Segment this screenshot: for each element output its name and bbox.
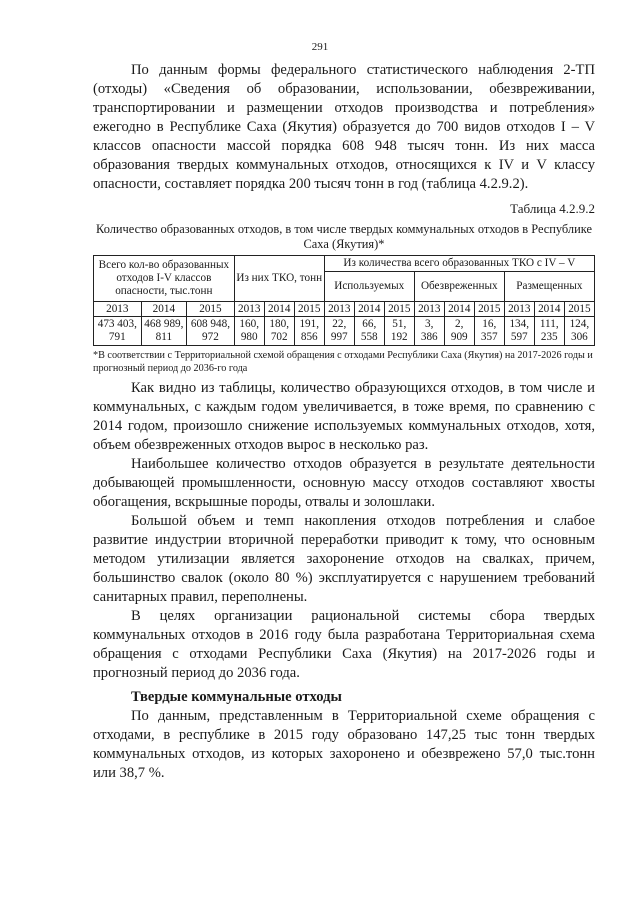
year-cell: 2013 [94,302,142,317]
paragraph-msw-2015: По данным, представленным в Территориальной схеме обращения с отходами, в республике в 2015 году образовано 147,25 тыс тонн твердых коммунальных отходов, из которых захоронено и обезврежено 57,0 тыс.тонн или 38,7 %. [93,708,595,781]
header-neutralized: Обезвреженных [414,272,504,302]
year-cell: 2015 [384,302,414,317]
value-cell: 134, 597 [504,317,534,346]
paragraph-industry: Наибольшее количество отходов образуется в результате деятельности добывающей промышленности, основную массу отходов составляют хвосты обогащения, вскрышные породы, отвалы и золошлаки. [93,456,595,510]
value-cell: 468 989, 811 [141,317,187,346]
year-cell: 2014 [141,302,187,317]
header-placed: Размещенных [504,272,594,302]
header-total: Всего кол-во образованных отходов I-V классов опасности, тыс.тонн [94,256,235,302]
paragraph-scheme: В целях организации рациональной системы сбора твердых коммунальных отходов в 2016 году была разработана Территориальная схема обращения с отходами Республики Саха (Якутия) на 2017-2026 годы и прогнозный период до 2036 года. [93,608,595,681]
year-cell: 2013 [414,302,444,317]
year-cell: 2014 [354,302,384,317]
header-from-tko: Из количества всего образованных ТКО с IV – V [324,256,594,272]
page-number: 291 [311,41,329,53]
value-cell: 66, 558 [354,317,384,346]
table-caption: Количество образованных отходов, в том числе твердых коммунальных отходов в Республике Саха (Якутия)* [96,222,592,251]
year-cell: 2013 [324,302,354,317]
paragraph-trend: Как видно из таблицы, количество образующихся отходов, в том числе и коммунальных, с каждым годом увеличивается, в тоже время, по сравнению с 2014 годом, произошло снижение используемых коммунальных отходов, хотя, объем обезвреженных отходов вырос в несколько раз. [93,380,595,453]
value-cell: 51, 192 [384,317,414,346]
table-label: Таблица 4.2.9.2 [510,201,595,216]
paragraph-intro: По данным формы федерального статистического наблюдения 2-ТП (отходы) «Сведения об образовании, использовании, обезвреживании, транспортировании и размещении отходов производства и потребления» ежегодно в Республике Саха (Якутия) образуется до 700 видов отходов I – V классов опасности массой порядка 608 948 тысяч тонн. Из них масса образования твердых коммунальных отходов, относящихся к IV и V классу опасности, составляет порядка 200 тысяч тонн в год (таблица 4.2.9.2). [93,62,595,192]
year-cell: 2013 [504,302,534,317]
table-footnote: *В соответствии с Территориальной схемой обращения с отходами Республики Саха (Якутия) на 2017-2026 годы и прогнозный период до 2036-го года [93,350,593,374]
paragraph-landfills: Большой объем и темп накопления отходов потребления и слабое развитие индустрии вторичной переработки приводит к тому, что основным методом утилизации является захоронение отходов на свалках, причем, большинство свалок (около 80 %) эксплуатируется с нарушением требований санитарных правил, переполнены. [93,513,595,605]
value-cell: 160, 980 [234,317,264,346]
value-cell: 3, 386 [414,317,444,346]
header-used: Используемых [324,272,414,302]
year-cell: 2015 [474,302,504,317]
value-cell: 111, 235 [534,317,564,346]
header-tko: Из них ТКО, тонн [234,256,324,302]
value-cell: 608 948, 972 [187,317,235,346]
waste-table [93,255,595,346]
year-cell: 2014 [264,302,294,317]
value-cell: 16, 357 [474,317,504,346]
year-cell: 2015 [187,302,235,317]
value-cell: 124, 306 [564,317,594,346]
value-cell: 191, 856 [294,317,324,346]
values-row [94,317,595,346]
value-cell: 22, 997 [324,317,354,346]
year-cell: 2014 [444,302,474,317]
value-cell: 473 403, 791 [94,317,142,346]
year-cell: 2014 [534,302,564,317]
year-cell: 2013 [234,302,264,317]
value-cell: 2, 909 [444,317,474,346]
page-content [93,61,595,783]
year-cell: 2015 [564,302,594,317]
years-row [94,302,595,317]
year-cell: 2015 [294,302,324,317]
value-cell: 180, 702 [264,317,294,346]
section-heading: Твердые коммунальные отходы [131,689,342,705]
